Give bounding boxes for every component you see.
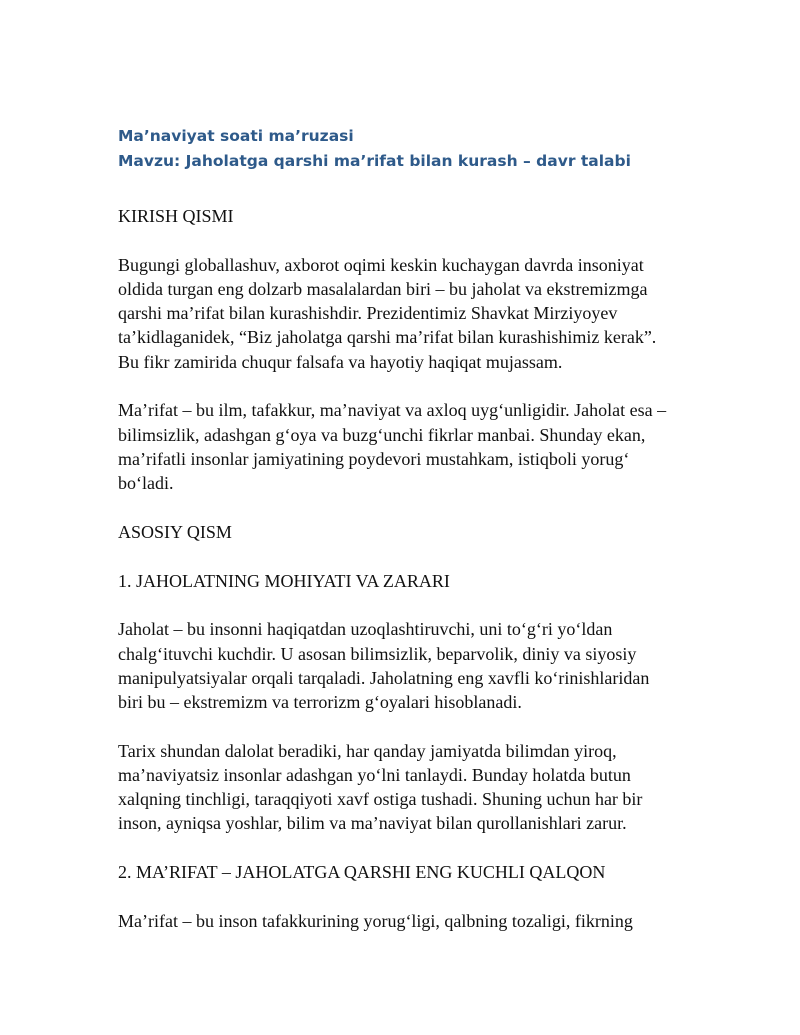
paragraph-line: manipulyatsiyalar orqali tarqaladi. Jaholatning eng xavfli ko‘rinishlaridan (118, 667, 650, 688)
paragraph-line: chalg‘ituvchi kuchdir. U asosan bilimsizlik, beparvolik, diniy va siyosiy (118, 643, 637, 664)
paragraph-line: bilimsizlik, adashgan g‘oya va buzg‘unchi fikrlar manbai. Shunday ekan, (118, 424, 646, 445)
section-heading: KIRISH QISMI (118, 206, 234, 226)
paragraph-line: Bugungi globallashuv, axborot oqimi keskin kuchaygan davrda insoniyat (118, 254, 644, 275)
document-subtitle: Mavzu: Jaholatga qarshi ma’rifat bilan kurash – davr talabi (118, 152, 631, 170)
section-heading: ASOSIY QISM (118, 521, 232, 542)
paragraph-line: Ma’rifat – bu ilm, tafakkur, ma’naviyat va axloq uyg‘unligidir. Jaholat esa – (118, 400, 667, 421)
paragraph-line: Jaholat – bu insonni haqiqatdan uzoqlashtiruvchi, uni to‘g‘ri yo‘ldan (118, 619, 613, 640)
title-block (118, 124, 688, 174)
paragraph-line: ma’naviyatsiz insonlar adashgan yo‘lni tanlaydi. Bunday holatda butun (118, 765, 631, 786)
paragraph (118, 617, 688, 714)
section-heading: 1. JAHOLATNING MOHIYATI VA ZARARI (118, 570, 450, 591)
paragraph (118, 253, 688, 374)
paragraph (118, 739, 688, 836)
paragraph-line: qarshi ma’rifat bilan kurashishdir. Prezidentimiz Shavkat Mirziyoyev (118, 303, 618, 324)
paragraph-line: biri bu – ekstremizm va terrorizm g‘oyalari hisoblanadi. (118, 692, 522, 713)
document-title: Ma’naviyat soati ma’ruzasi (118, 127, 354, 145)
paragraph-line: Tarix shundan dalolat beradiki, har qanday jamiyatda bilimdan yiroq, (118, 740, 617, 761)
paragraph-line: inson, ayniqsa yoshlar, bilim va ma’naviyat bilan qurollanishlari zarur. (118, 813, 627, 834)
paragraph (118, 909, 688, 933)
paragraph-line: Ma’rifat – bu inson tafakkurining yorug‘ligi, qalbning tozaligi, fikrning (118, 911, 633, 932)
paragraph (118, 398, 688, 495)
paragraph-line: ta’kidlaganidek, “Biz jaholatga qarshi ma’rifat bilan kurashishimiz kerak”. (118, 327, 657, 348)
paragraph-line: oldida turgan eng dolzarb masalalardan biri – bu jaholat va ekstremizmga (118, 279, 648, 299)
paragraph-line: ma’rifatli insonlar jamiyatining poydevori mustahkam, istiqboli yorug‘ (118, 448, 630, 469)
paragraph-line: bo‘ladi. (118, 473, 174, 494)
section-heading: 2. MA’RIFAT – JAHOLATGA QARSHI ENG KUCHLI QALQON (118, 862, 606, 883)
paragraph-line: xalqning tinchligi, taraqqiyoti xavf ostiga tushadi. Shuning uchun har bir (118, 789, 643, 810)
document-body (118, 124, 688, 958)
paragraph-line: Bu fikr zamirida chuqur falsafa va hayotiy haqiqat mujassam. (118, 351, 563, 372)
document-blocks (118, 204, 688, 933)
